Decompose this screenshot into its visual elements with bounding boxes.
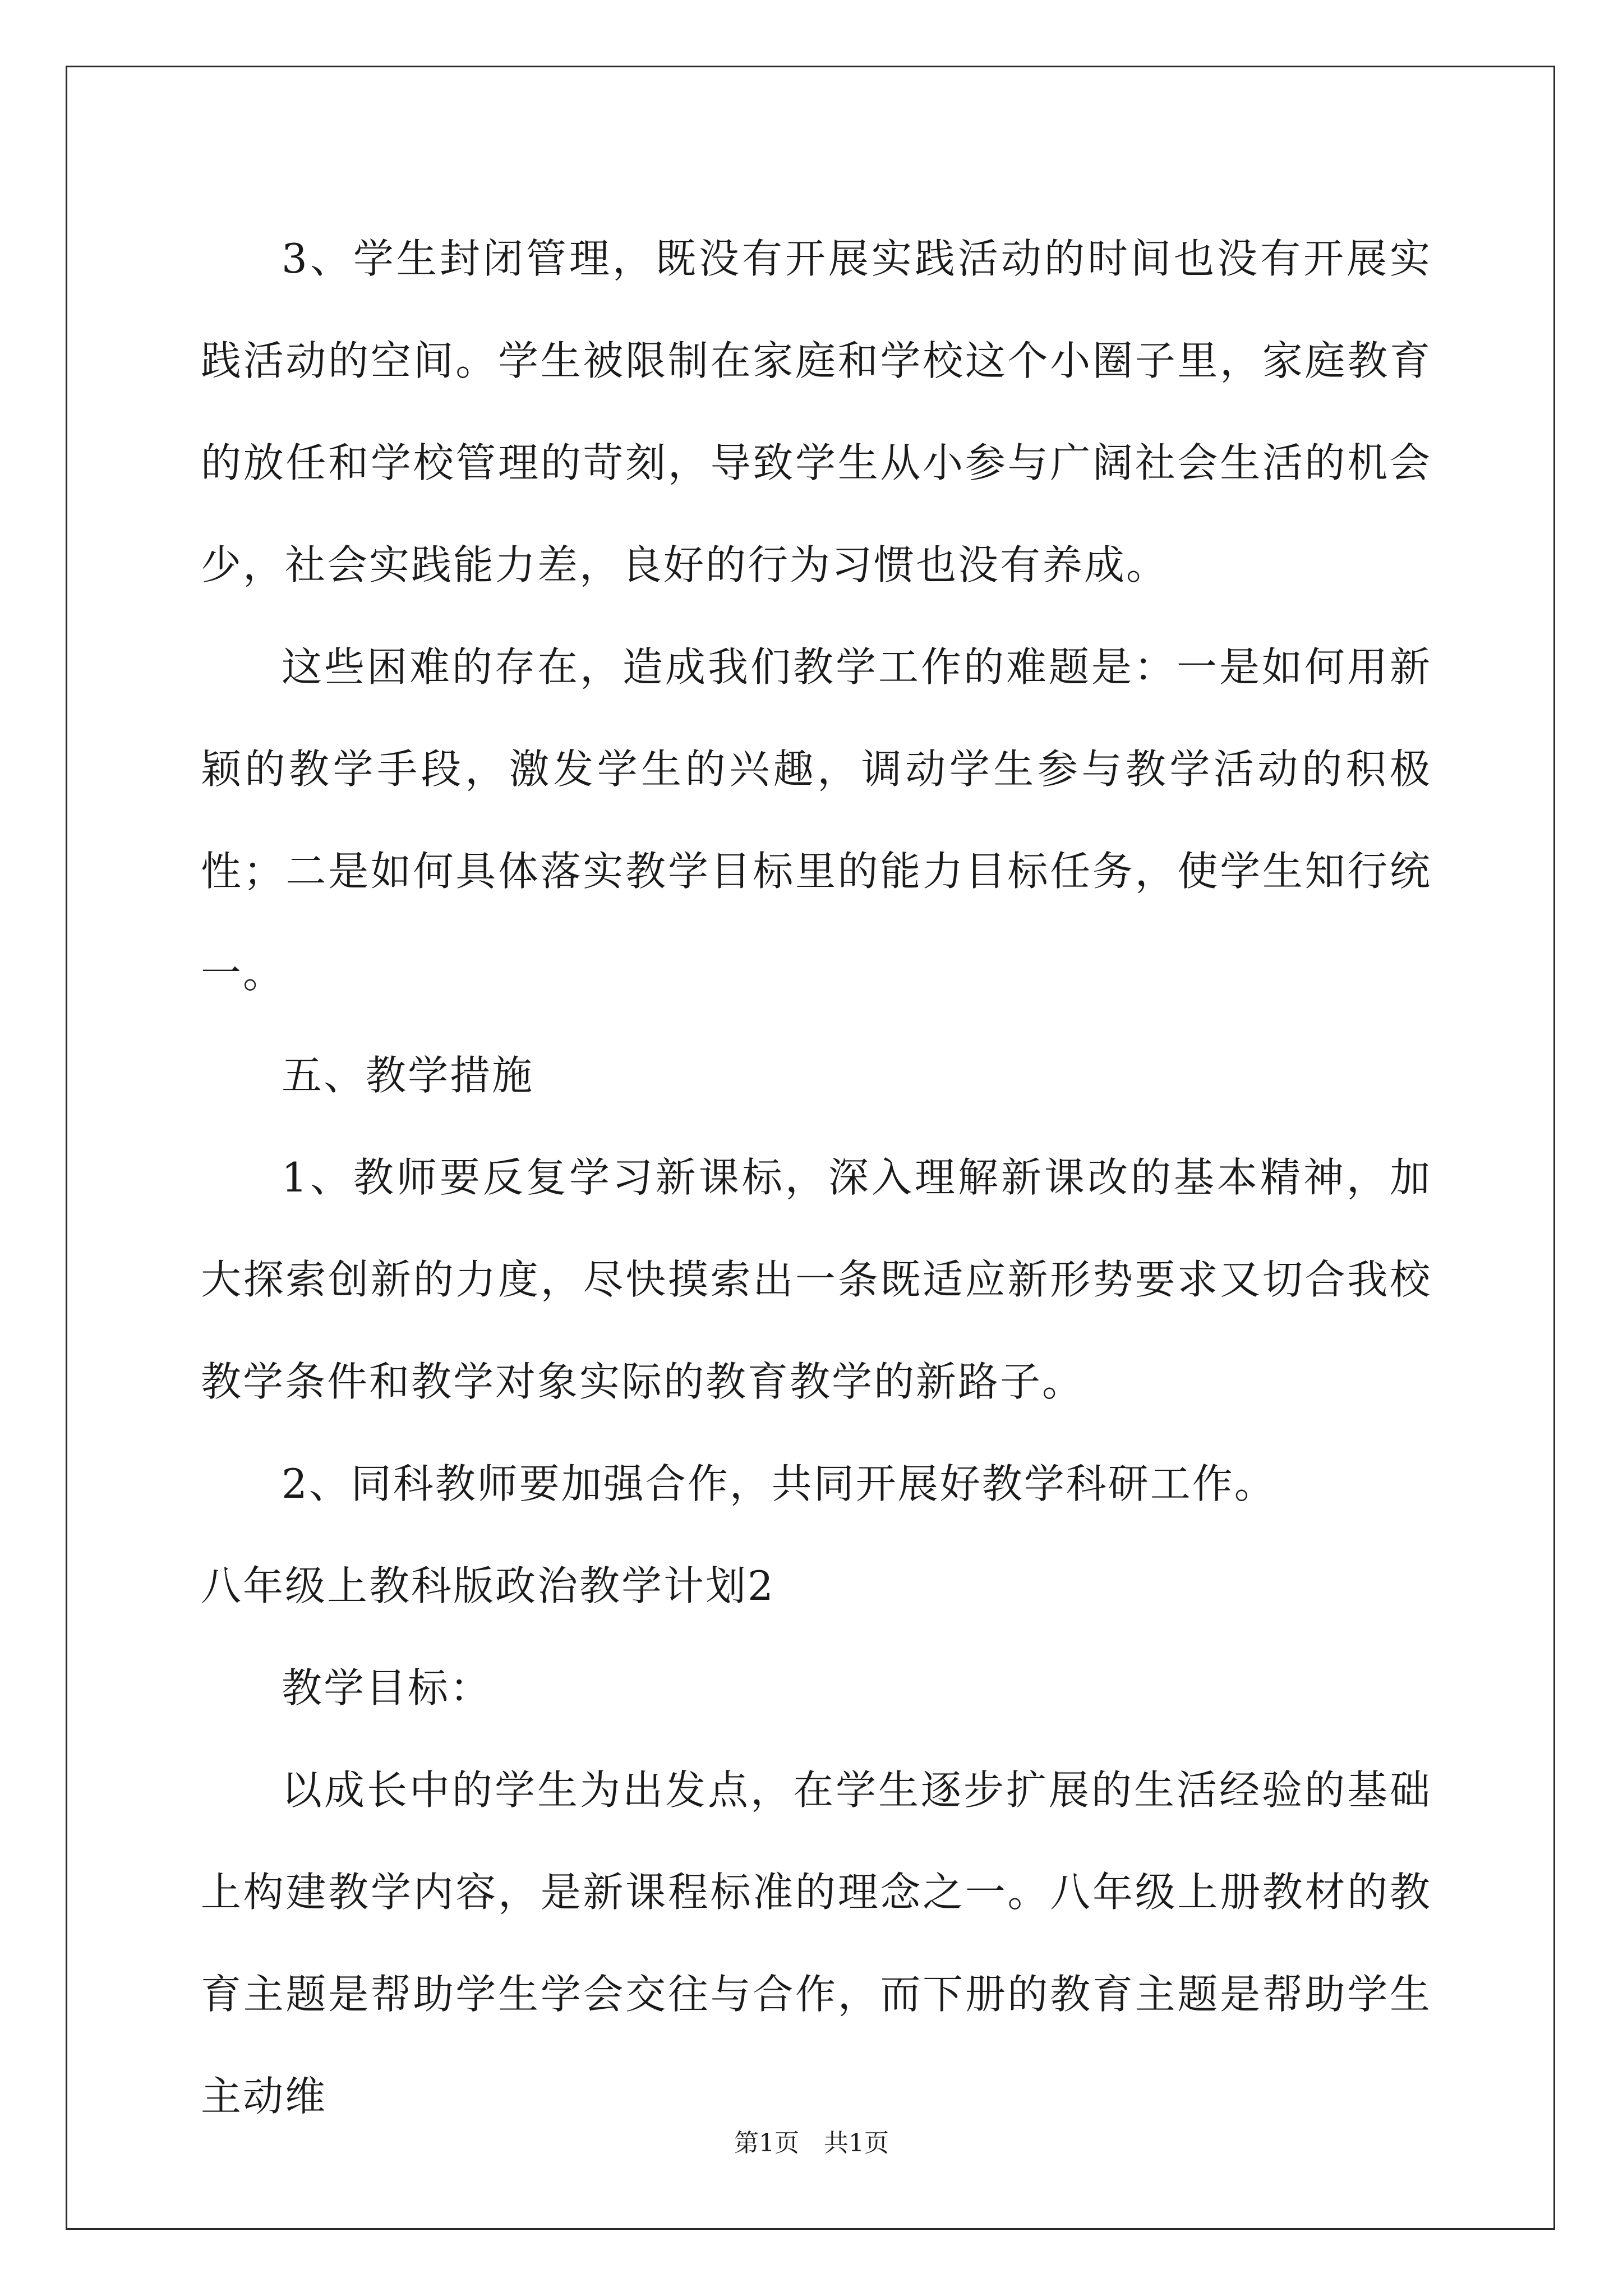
document-title-plan-2: 八年级上教科版政治教学计划2 [201,1562,775,1609]
paragraph-closed-management: 3、学生封闭管理，既没有开展实践活动的时间也没有开展实践活动的空间。学生被限制在家庭和学校这个小圈子里，家庭教育的放任和学校管理的苛刻，导致学生从小参与广阔社会生活的机会少，社会实践能力差，良好的行为习惯也没有养成。 [201,235,1432,588]
document-body [201,208,1432,2147]
section-heading-teaching-measures: 五、教学措施 [282,1052,534,1099]
page-footer: 第1页 共1页 [734,2129,889,2157]
paragraph-measure-2: 2、同科教师要加强合作，共同开展好教学科研工作。 [282,1460,1276,1507]
paragraph-goals-body: 以成长中的学生为出发点，在学生逐步扩展的生活经验的基础上构建教学内容，是新课程标准的理念之一。八年级上册教材的教育主题是帮助学生学会交往与合作，而下册的教育主题是帮助学生主动维 [201,1766,1432,2120]
section-heading-teaching-goals: 教学目标： [282,1664,492,1711]
paragraph-measure-1: 1、教师要反复学习新课标，深入理解新课改的基本精神，加大探索创新的力度，尽快摸索出一条既适应新形势要求又切合我校教学条件和教学对象实际的教育教学的新路子。 [201,1154,1432,1405]
paragraph-teaching-difficulties: 这些困难的存在，造成我们教学工作的难题是：一是如何用新颖的教学手段，激发学生的兴趣，调动学生参与教学活动的积极性；二是如何具体落实教学目标里的能力目标任务，使学生知行统一。 [201,643,1432,997]
